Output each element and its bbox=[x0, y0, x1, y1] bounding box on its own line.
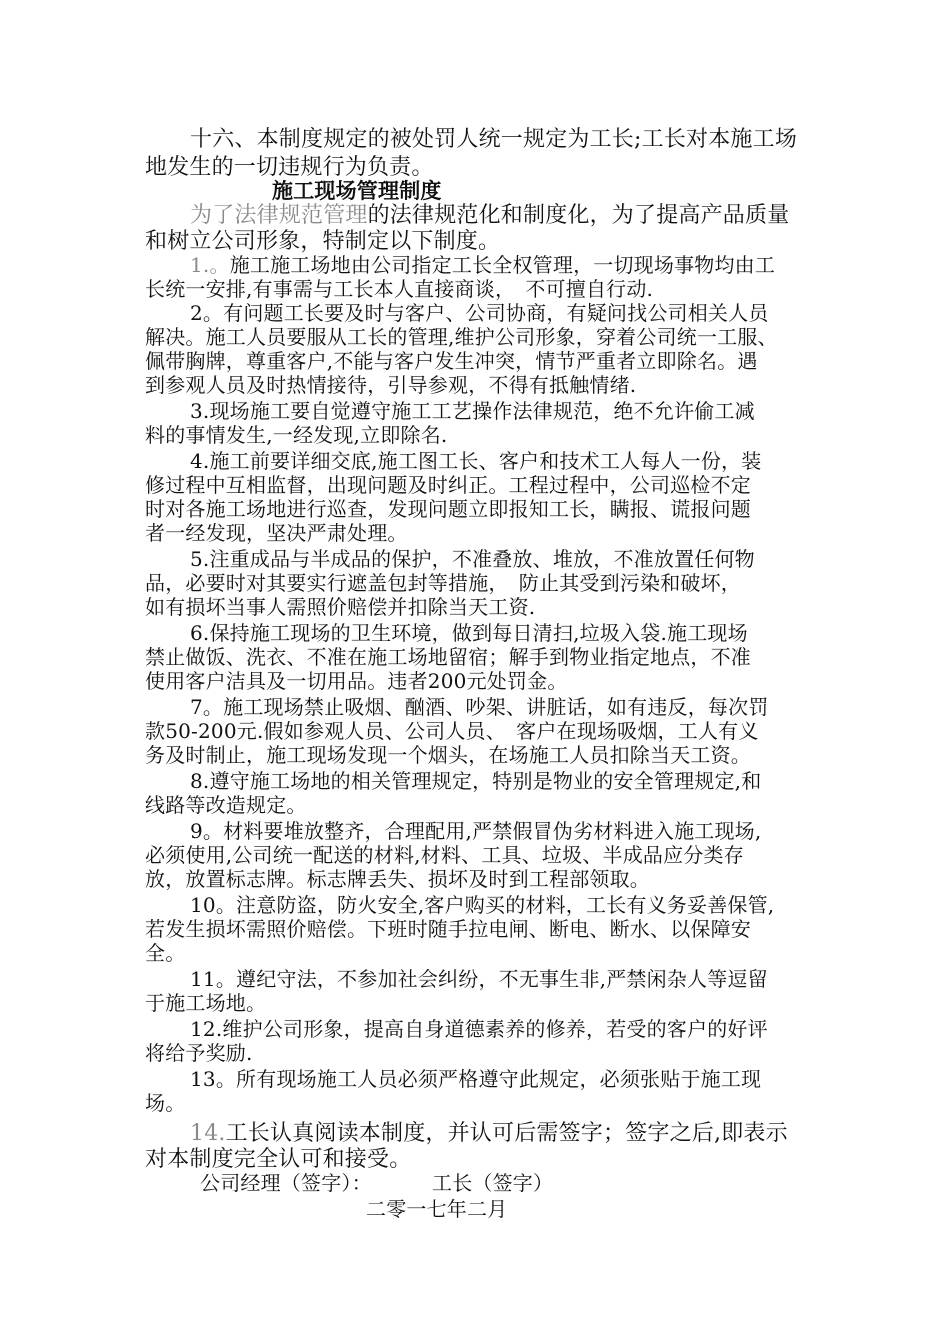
item8-line2: 线路等改造规定。 bbox=[145, 793, 307, 817]
item5-line1: 5.注重成品与半成品的保护，不准叠放、堆放，不准放置任何物 bbox=[190, 547, 755, 571]
item9-line1: 9。材料要堆放整齐，合理配用,严禁假冒伪劣材料进入施工现场, bbox=[190, 819, 762, 843]
item14-number: 14. bbox=[190, 1121, 226, 1146]
item5-line3: 如有损坏当事人需照价赔偿并扣除当天工资. bbox=[145, 595, 536, 619]
item6-line3: 使用客户洁具及一切用品。违者200元处罚金。 bbox=[145, 669, 568, 693]
item10-line1: 10。注意防盗，防火安全,客户购买的材料，工长有义务妥善保管, bbox=[190, 893, 775, 917]
item2-line3: 佩带胸牌，尊重客户,不能与客户发生冲突，情节严重者立即除名。遇 bbox=[145, 349, 758, 373]
item2-line4: 到参观人员及时热情接待，引导参观，不得有抵触情绪. bbox=[145, 373, 637, 397]
item13-line2: 场。 bbox=[145, 1091, 186, 1115]
item9-line3: 放，放置标志牌。标志牌丢失、损坏及时到工程部领取。 bbox=[145, 867, 650, 891]
item3-line1: 3.现场施工要自觉遵守施工工艺操作法律规范，绝不允许偷工减 bbox=[190, 399, 755, 423]
intro-rest-text: 的法律规范化和制度化，为了提高产品质量 bbox=[367, 203, 790, 228]
intro-line1 bbox=[190, 202, 789, 230]
item2-line2: 解决。施工人员要服从工长的管理,维护公司形象，穿着公司统一工服、 bbox=[145, 325, 778, 349]
item7-line2: 款50-200元.假如参观人员、公司人员、 客户在现场吸烟，工人有义 bbox=[145, 719, 759, 743]
item1-number: 1.。 bbox=[190, 253, 230, 277]
item3-line2: 料的事情发生,一经发现,立即除名. bbox=[145, 423, 448, 447]
item5-line2: 品，必要时对其要实行遮盖包封等措施， 防止其受到污染和破坏， bbox=[145, 571, 741, 595]
item6-line2: 禁止做饭、洗衣、不准在施工场地留宿；解手到物业指定地点，不准 bbox=[145, 645, 751, 669]
item4-line2: 修过程中互相监督，出现问题及时纠正。工程过程中，公司巡检不定 bbox=[145, 473, 751, 497]
item12-line2: 将给予奖励. bbox=[145, 1041, 253, 1065]
item12-line1: 12.维护公司形象，提高自身道德素养的修养，若受的客户的好评 bbox=[190, 1017, 768, 1041]
item14-line1 bbox=[190, 1120, 788, 1148]
page-title: 施工现场管理制度 bbox=[272, 178, 442, 203]
item6-line1: 6.保持施工现场的卫生环境，做到每日清扫,垃圾入袋.施工现场 bbox=[190, 621, 748, 645]
item11-line2: 于施工场地。 bbox=[145, 991, 267, 1015]
item2-line1: 2。有问题工长要及时与客户、公司协商，有疑问找公司相关人员 bbox=[190, 301, 769, 325]
item7-line1: 7。施工现场禁止吸烟、酗酒、吵架、讲脏话，如有违反，每次罚 bbox=[190, 695, 769, 719]
item9-line2: 必须使用,公司统一配送的材料,材料、工具、垃圾、半成品应分类存 bbox=[145, 843, 744, 867]
item10-line2: 若发生损坏需照价赔偿。下班时随手拉电闸、断电、断水、以保障安 bbox=[145, 917, 751, 941]
item14-text: 工长认真阅读本制度，并认可后需签字；签字之后,即表示 bbox=[225, 1121, 788, 1146]
foreman-signature-label: 工长（签字） bbox=[432, 1171, 554, 1195]
item14-line2: 对本制度完全认可和接受。 bbox=[145, 1147, 412, 1172]
item1-text: 施工施工场地由公司指定工长全权管理，一切现场事物均由工 bbox=[229, 253, 776, 277]
item1-line1 bbox=[190, 252, 775, 278]
item4-line3: 时对各施工场地进行巡查，发现问题立即报知工长，瞒报、谎报问题 bbox=[145, 497, 751, 521]
rule16-line1: 十六、本制度规定的被处罚人统一规定为工长;工长对本施工场 bbox=[190, 127, 798, 152]
item10-line3: 全。 bbox=[145, 941, 186, 965]
item13-line1: 13。所有现场施工人员必须严格遵守此规定，必须张贴于施工现 bbox=[190, 1067, 762, 1091]
document-date: 二零一七年二月 bbox=[366, 1197, 508, 1221]
intro-gray-text: 为了法律规范管理 bbox=[190, 203, 368, 228]
manager-signature-label: 公司经理（签字）： bbox=[200, 1171, 372, 1195]
item4-line4: 者一经发现，坚决严肃处理。 bbox=[145, 521, 408, 545]
rule16-line2: 地发生的一切违规行为负责。 bbox=[145, 155, 434, 180]
intro-line2: 和树立公司形象，特制定以下制度。 bbox=[145, 229, 501, 254]
item4-line1: 4.施工前要详细交底,施工图工长、客户和技术工人每人一份，装 bbox=[190, 449, 762, 473]
item7-line3: 务及时制止，施工现场发现一个烟头，在场施工人员扣除当天工资。 bbox=[145, 743, 751, 767]
item11-line1: 11。遵纪守法，不参加社会纠纷，不无事生非,严禁闲杂人等逗留 bbox=[190, 967, 768, 991]
item1-line2: 长统一安排,有事需与工长本人直接商谈， 不可擅自行动. bbox=[145, 277, 654, 301]
item8-line1: 8.遵守施工场地的相关管理规定，特别是物业的安全管理规定,和 bbox=[190, 769, 762, 793]
